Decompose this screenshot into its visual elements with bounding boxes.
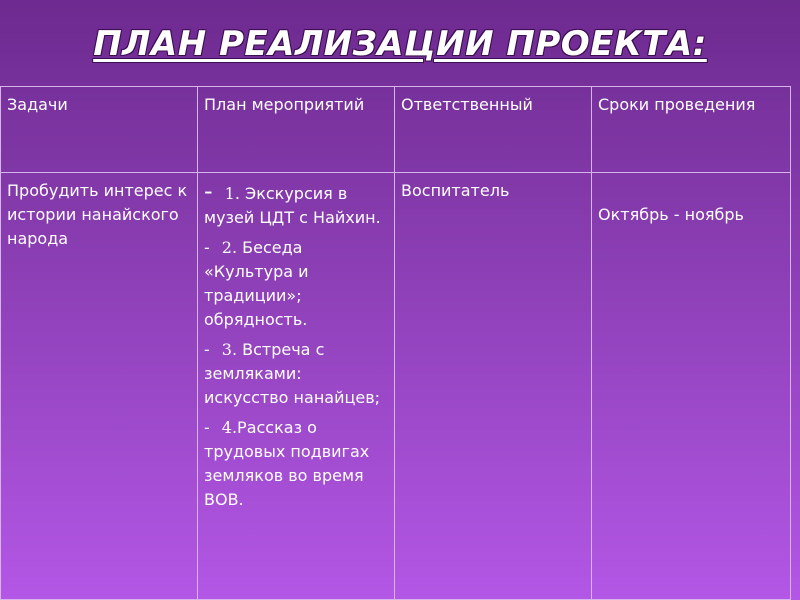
slide-title: ПЛАН РЕАЛИЗАЦИИ ПРОЕКТА:: [93, 24, 707, 64]
activity-dash: -: [204, 238, 210, 257]
activity-item: [204, 179, 388, 230]
deadline-text: Октябрь - ноябрь: [598, 205, 744, 224]
activities-cell: [198, 173, 395, 600]
activity-dash: -: [204, 418, 210, 437]
activity-item: [204, 416, 388, 512]
activity-text: Рассказ о трудовых подвигах земляков во время ВОВ.: [204, 418, 370, 509]
activity-dash: -: [204, 340, 210, 359]
header-tasks: Задачи: [1, 87, 198, 173]
activity-number: 1.: [224, 184, 240, 203]
activity-text: Встреча с земляками: искусство нанайцев;: [204, 340, 381, 407]
table-header-row: [1, 87, 791, 173]
task-cell: Пробудить интерес к истории нанайского народа: [1, 173, 198, 600]
activity-text: Беседа «Культура и традиции»; обрядность.: [204, 238, 309, 329]
header-responsible: Ответственный: [395, 87, 592, 173]
activities-list: [204, 179, 388, 512]
project-plan-table: [0, 86, 791, 600]
activity-dash: -: [204, 177, 213, 205]
header-deadline: Сроки проведения: [592, 87, 791, 173]
table-row: [1, 173, 791, 600]
header-activities: План мероприятий: [198, 87, 395, 173]
activity-item: [204, 338, 388, 410]
activity-text: Экскурсия в музей ЦДТ с Найхин.: [204, 184, 381, 227]
activity-item: [204, 236, 388, 332]
responsible-cell: Воспитатель: [395, 173, 592, 600]
deadline-cell: [592, 173, 791, 600]
activity-number: 4.: [221, 418, 238, 437]
activity-number: 3.: [221, 340, 238, 359]
activity-number: 2.: [221, 238, 238, 257]
